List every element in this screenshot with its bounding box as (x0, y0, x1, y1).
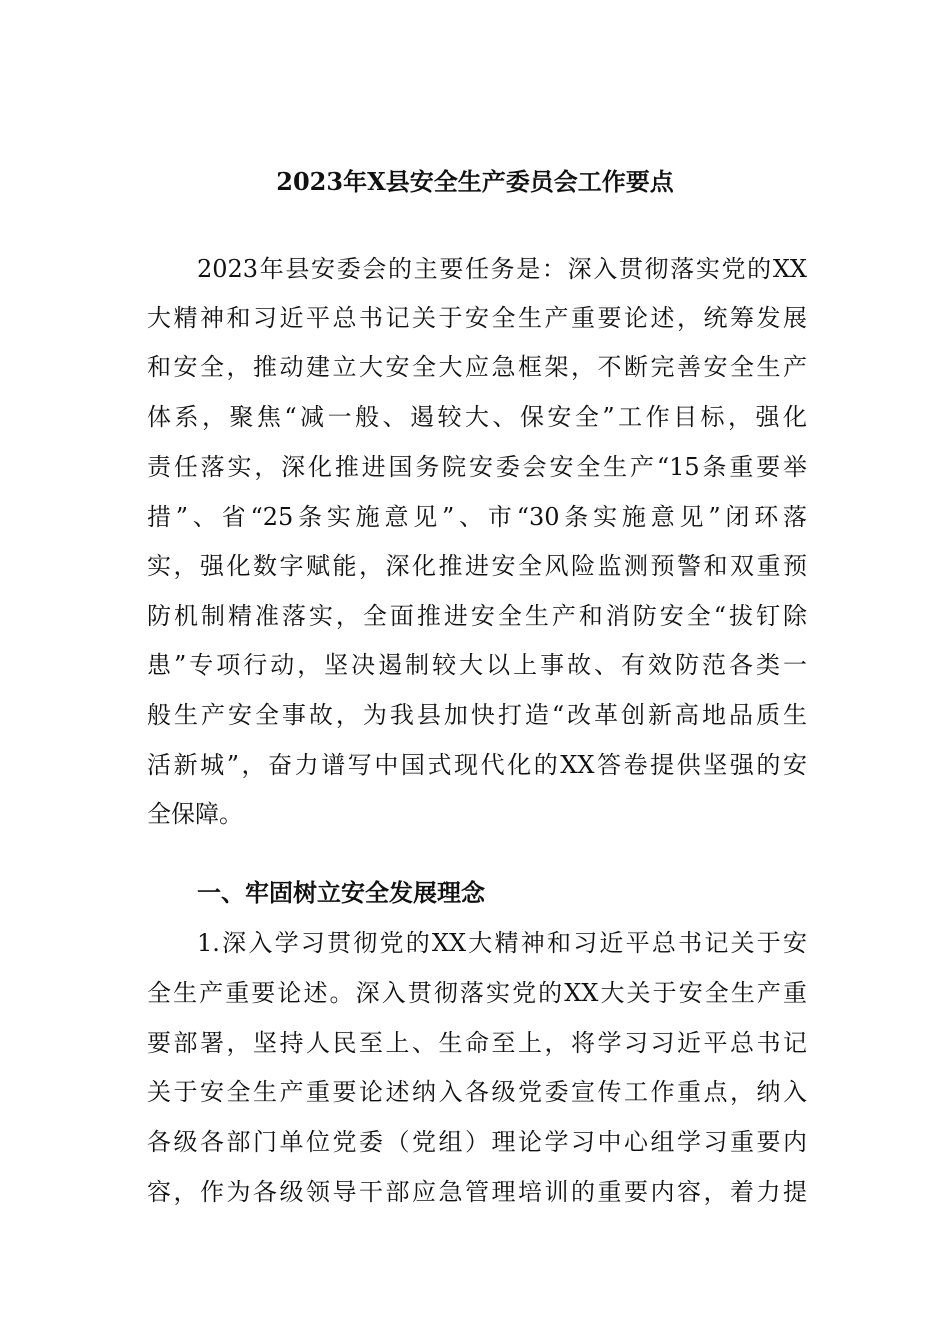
intro-line: 实，强化数字赋能，深化推进安全风险监测预警和双重预 (147, 552, 807, 580)
intro-line: 和安全，推动建立大安全大应急框架，不断完善安全生产 (147, 353, 807, 381)
intro-line: 2023年县安委会的主要任务是：深入贯彻落实党的XX (197, 255, 807, 283)
intro-line: 活新城”，奋力谱写中国式现代化的XX答卷提供坚强的安 (147, 751, 807, 779)
item1-line: 全生产重要论述。深入贯彻落实党的XX大关于安全生产重 (147, 979, 807, 1007)
intro-line: 般生产安全事故，为我县加快打造“改革创新高地品质生 (147, 701, 807, 729)
intro-line: 患”专项行动，坚决遏制较大以上事故、有效防范各类一 (147, 651, 807, 679)
section-heading: 一、牢固树立安全发展理念 (197, 878, 485, 907)
intro-line: 防机制精准落实，全面推进安全生产和消防安全“拔钉除 (147, 602, 807, 630)
item1-line: 要部署，坚持人民至上、生命至上，将学习习近平总书记 (147, 1029, 807, 1057)
item1-line: 1.深入学习贯彻党的XX大精神和习近平总书记关于安 (197, 929, 807, 957)
item1-line: 关于安全生产重要论述纳入各级党委宣传工作重点，纳入 (147, 1078, 807, 1106)
intro-line: 全保障。 (147, 800, 243, 828)
intro-line: 责任落实，深化推进国务院安委会安全生产“15条重要举 (147, 453, 807, 481)
intro-line: 体系，聚焦“减一般、遏较大、保安全”工作目标，强化 (147, 403, 807, 431)
intro-line: 大精神和习近平总书记关于安全生产重要论述，统筹发展 (147, 304, 807, 332)
intro-line: 措”、省“25条实施意见”、市“30条实施意见”闭环落 (147, 503, 807, 531)
item1-line: 各级各部门单位党委（党组）理论学习中心组学习重要内 (147, 1128, 807, 1156)
item1-line: 容，作为各级领导干部应急管理培训的重要内容，着力提 (147, 1178, 807, 1206)
document-title: 2023年X县安全生产委员会工作要点 (276, 167, 674, 196)
